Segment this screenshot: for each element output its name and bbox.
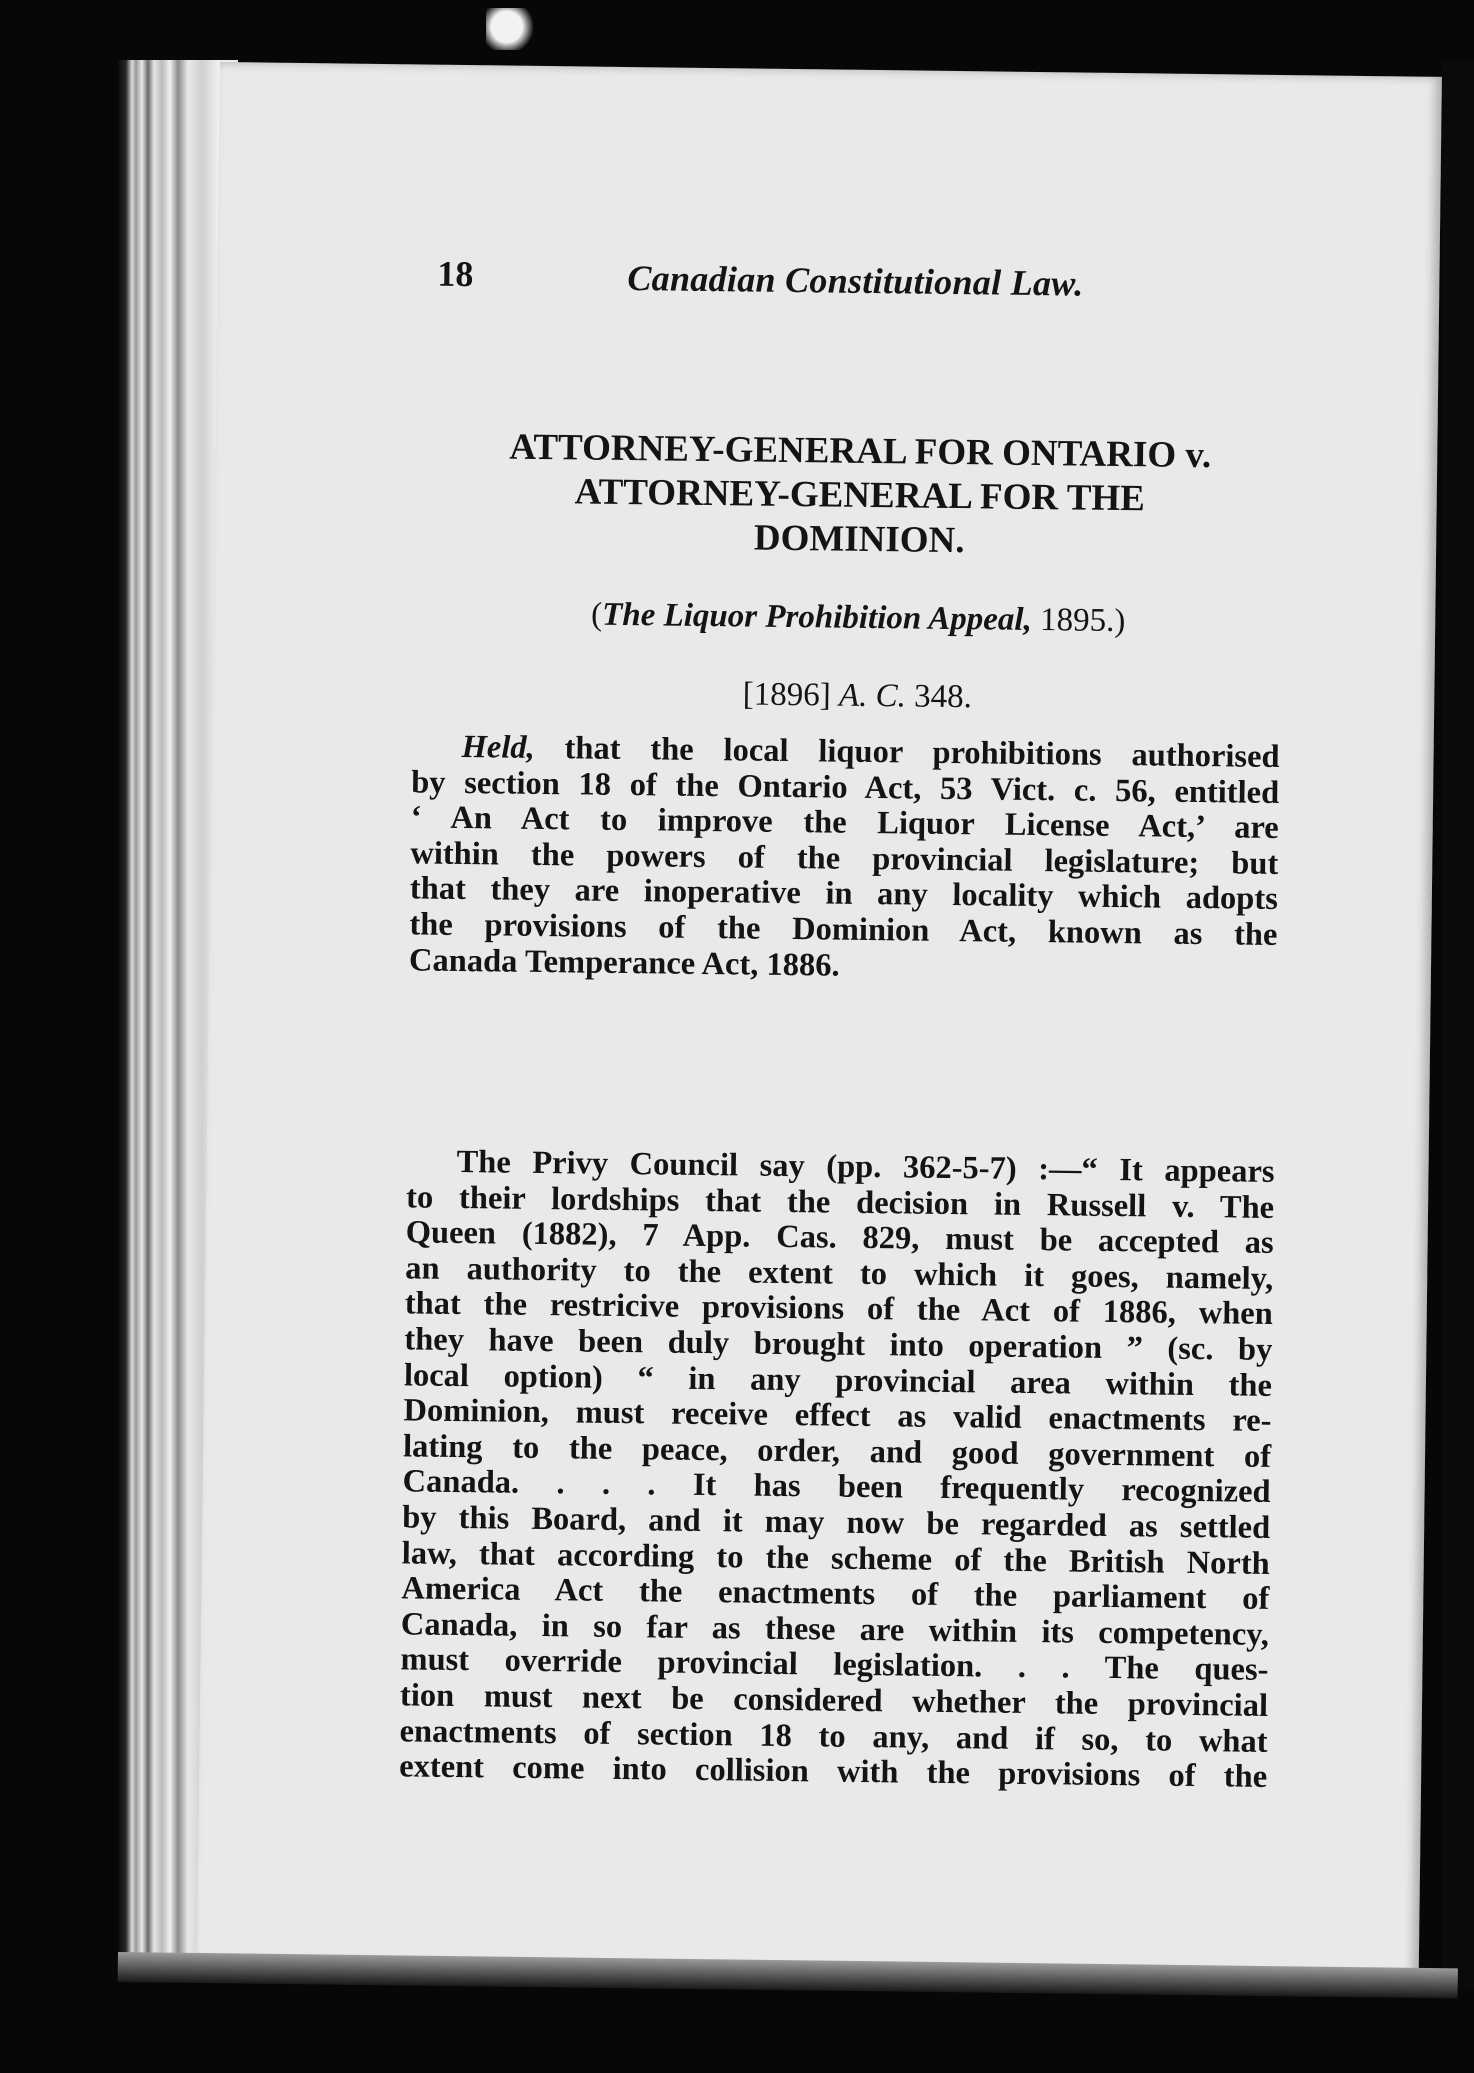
subtitle-italic: The Liquor Prohibition Appeal,	[601, 596, 1033, 638]
subtitle-open: (	[590, 596, 603, 633]
privy-line: The Privy Council say (pp. 362-5-7) :—“ It appears	[456, 1143, 1275, 1190]
scan-speck	[486, 8, 538, 50]
privy-line: lating to the peace, order, and good government of	[402, 1428, 1272, 1475]
held-line: the provisions of the Dominion Act, known as the	[409, 906, 1278, 953]
privy-line: they have been duly brought into operation ” (sc. by	[404, 1321, 1273, 1368]
privy-line: Canada. . . . It has been frequently recognized	[402, 1463, 1271, 1511]
case-citation	[467, 673, 1247, 720]
case-subtitle	[468, 595, 1248, 642]
privy-line: Dominion, must receive effect as valid enactments re-	[403, 1392, 1272, 1440]
privy-line: an authority to the extent to which it goes, namely,	[405, 1250, 1274, 1297]
citation-italic: A. C.	[838, 677, 907, 715]
privy-line: Queen (1882), 7 App. Cas. 829, must be accepted as	[405, 1214, 1274, 1262]
citation-pre: [1896]	[742, 676, 840, 714]
held-paragraph	[409, 729, 1280, 989]
privy-line: to their lordships that the decision in Russell v. The	[405, 1178, 1275, 1226]
held-line: within the powers of the provincial legislature; but	[410, 835, 1279, 882]
privy-line: by this Board, and it may now be regarded as settled	[402, 1499, 1271, 1546]
case-title-line: ATTORNEY-GENERAL FOR THE	[574, 471, 1146, 520]
subtitle-close: 1895.)	[1031, 601, 1126, 640]
scan-border	[1442, 60, 1474, 1990]
case-title-line: ATTORNEY-GENERAL FOR ONTARIO v.	[509, 426, 1212, 477]
held-line: by section 18 of the Ontario Act, 53 Vict. c. 56, entitled	[410, 763, 1280, 811]
held-line: Canada Temperance Act, 1886.	[408, 941, 840, 984]
held-line: that they are inoperative in any locality which adopts	[409, 870, 1279, 918]
held-line: Held, that the local liquor prohibitions authorised	[461, 729, 1280, 775]
page-number: 18	[437, 253, 474, 295]
privy-line: enactments of section 18 to any, and if so, to what	[399, 1712, 1268, 1760]
running-title: Canadian Constitutional Law.	[627, 257, 1084, 304]
privy-line: that the restricive provisions of the Act of 1886, when	[404, 1285, 1273, 1333]
privy-line: tion must next be considered whether the provincial	[399, 1677, 1269, 1724]
citation-post: 348.	[905, 678, 973, 716]
privy-line: local option) “ in any provincial area within the	[403, 1356, 1273, 1404]
running-head	[437, 253, 1238, 304]
book-page	[197, 62, 1442, 1977]
privy-council-paragraph	[399, 1144, 1275, 1795]
case-title	[469, 425, 1251, 567]
privy-line: America Act the enactments of the parliament of	[401, 1570, 1270, 1618]
held-lead: Held,	[461, 729, 535, 766]
privy-line: law, that according to the scheme of the British North	[401, 1534, 1270, 1582]
privy-line: Canada, in so far as these are within its competency,	[400, 1606, 1270, 1653]
held-line: ‘ An Act to improve the Liquor License Act,’ are	[410, 799, 1279, 847]
privy-line: extent come into collision with the provisions of the	[398, 1748, 1268, 1796]
case-title-line: DOMINION.	[753, 517, 965, 562]
privy-line: must override provincial legislation. . . The ques-	[400, 1641, 1269, 1689]
